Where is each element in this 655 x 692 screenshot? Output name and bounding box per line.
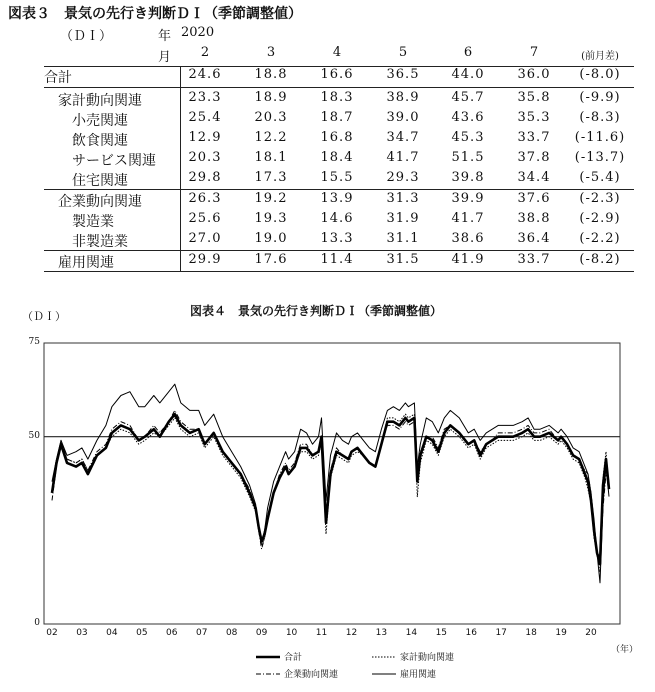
legend-label: 雇用関連 [400,670,437,680]
table-cell: 16.8 [320,130,354,145]
x-tick-label: 07 [195,628,208,638]
table-cell: 29.3 [386,170,420,185]
row-label: 小売関連 [72,113,128,129]
diff-cell: (-8.3) [579,110,621,125]
x-tick-label: 11 [315,628,328,638]
table-cell: 27.0 [188,231,222,246]
table-cell: 12.2 [254,130,288,145]
chart-x-unit: （年） [611,645,639,655]
x-tick-label: 19 [555,628,567,638]
table-cell: 34.4 [517,170,551,185]
table-cell: 31.9 [386,211,420,226]
table-cell: 19.3 [254,211,288,226]
table-cell: 11.4 [320,252,354,267]
diff-cell: (-8.2) [579,252,621,267]
table-cell: 19.2 [254,191,288,206]
x-tick-label: 09 [255,628,268,638]
row-label: 企業動向関連 [58,194,142,210]
table-cell: 18.9 [254,90,288,105]
table-cell: 14.6 [320,211,354,226]
x-tick-label: 04 [106,628,118,638]
table-cell: 19.0 [254,231,288,246]
table-cell: 35.3 [517,110,551,125]
y-tick-label: 0 [34,618,40,628]
x-tick-label: 03 [76,628,88,638]
x-tick-label: 16 [465,628,477,638]
table-cell: 45.3 [451,130,485,145]
diff-header: (前月差) [581,51,619,62]
table-cell: 31.3 [386,191,420,206]
year-header-label: 年 [158,29,172,44]
table-cell: 34.7 [386,130,420,145]
diff-cell: (-13.7) [574,150,626,165]
table-cell: 51.5 [451,150,485,165]
table-cell: 38.6 [451,231,485,246]
x-tick-label: 06 [166,628,178,638]
table-cell: 44.0 [451,67,485,82]
row-label: 雇用関連 [58,255,114,271]
table-cell: 20.3 [188,150,222,165]
table-cell: 39.9 [451,191,485,206]
diff-cell: (-11.6) [574,130,626,145]
month-header: 3 [266,45,276,60]
table-cell: 36.5 [386,67,420,82]
table-cell: 37.6 [517,191,551,206]
table-cell: 37.8 [517,150,551,165]
x-tick-label: 17 [495,628,507,638]
table-cell: 33.7 [517,252,551,267]
row-label: 飲食関連 [72,133,128,149]
year-value: 2020 [181,25,215,40]
table-cell: 24.6 [188,67,222,82]
table-cell: 16.6 [320,67,354,82]
table-cell: 20.3 [254,110,288,125]
legend-label: 企業動向関連 [284,670,339,680]
table-cell: 35.8 [517,90,551,105]
plot-frame [44,343,620,624]
month-header: 6 [463,45,473,60]
table-cell: 29.9 [188,252,222,267]
y-tick-label: 75 [28,337,40,347]
table-cell: 39.0 [386,110,420,125]
table-cell: 25.4 [188,110,222,125]
chart-y-label: （ＤＩ） [22,310,66,323]
month-header: 5 [398,45,408,60]
x-tick-label: 05 [136,628,148,638]
y-tick-label: 50 [28,430,40,441]
row-label: 製造業 [72,214,114,230]
table-cell: 12.9 [188,130,222,145]
x-tick-label: 08 [225,628,238,638]
row-label: 住宅関連 [72,173,128,189]
table-cell: 26.3 [188,191,222,206]
table-cell: 36.0 [517,67,551,82]
x-tick-label: 14 [405,628,418,638]
legend-label: 合計 [284,653,303,663]
row-label: サービス関連 [72,153,156,169]
x-tick-label: 12 [345,628,358,638]
table-cell: 31.1 [386,231,420,246]
table-cell: 18.1 [254,150,288,165]
table-cell: 18.8 [254,67,288,82]
legend-label: 家計動向関連 [400,653,455,663]
month-header: 4 [332,45,342,60]
row-label: 家計動向関連 [58,93,142,109]
table-cell: 41.7 [451,211,485,226]
table-cell: 17.3 [254,170,288,185]
row-label: 非製造業 [72,234,128,250]
table-cell: 18.3 [320,90,354,105]
table-cell: 39.8 [451,170,485,185]
chart-title: 図表４ 景気の先行き判断ＤＩ（季節調整値） [190,304,443,318]
month-header: 7 [529,45,539,60]
table-cell: 17.6 [254,252,288,267]
table-cell: 25.6 [188,211,222,226]
diff-cell: (-2.2) [579,231,621,246]
table-title: 図表３ 景気の先行き判断ＤＩ（季節調整値） [8,6,302,22]
x-tick-label: 13 [375,628,388,638]
table-cell: 31.5 [386,252,420,267]
table-cell: 13.3 [320,231,354,246]
diff-cell: (-2.3) [579,191,621,206]
table-cell: 18.7 [320,110,354,125]
table-unit-label: （ＤＩ） [60,29,113,44]
table-cell: 15.5 [320,170,354,185]
x-tick-label: 10 [285,628,298,638]
table-cell: 38.8 [517,211,551,226]
table-cell: 33.7 [517,130,551,145]
table-cell: 41.7 [386,150,420,165]
table-cell: 43.6 [451,110,485,125]
diff-cell: (-8.0) [579,67,621,82]
table-cell: 38.9 [386,90,420,105]
x-tick-label: 18 [525,628,537,638]
diff-cell: (-9.9) [579,90,621,105]
x-tick-label: 15 [435,628,448,638]
table-cell: 23.3 [188,90,222,105]
diff-cell: (-2.9) [579,211,621,226]
month-header-label: 月 [158,50,172,65]
x-tick-label: 20 [585,628,597,638]
table-cell: 18.4 [320,150,354,165]
table-cell: 29.8 [188,170,222,185]
x-tick-label: 02 [46,628,58,638]
table-cell: 45.7 [451,90,485,105]
diff-cell: (-5.4) [579,170,621,185]
month-header: 2 [200,45,210,60]
table-cell: 13.9 [320,191,354,206]
row-label: 合計 [44,70,72,86]
table-cell: 41.9 [451,252,485,267]
table-cell: 36.4 [517,231,551,246]
